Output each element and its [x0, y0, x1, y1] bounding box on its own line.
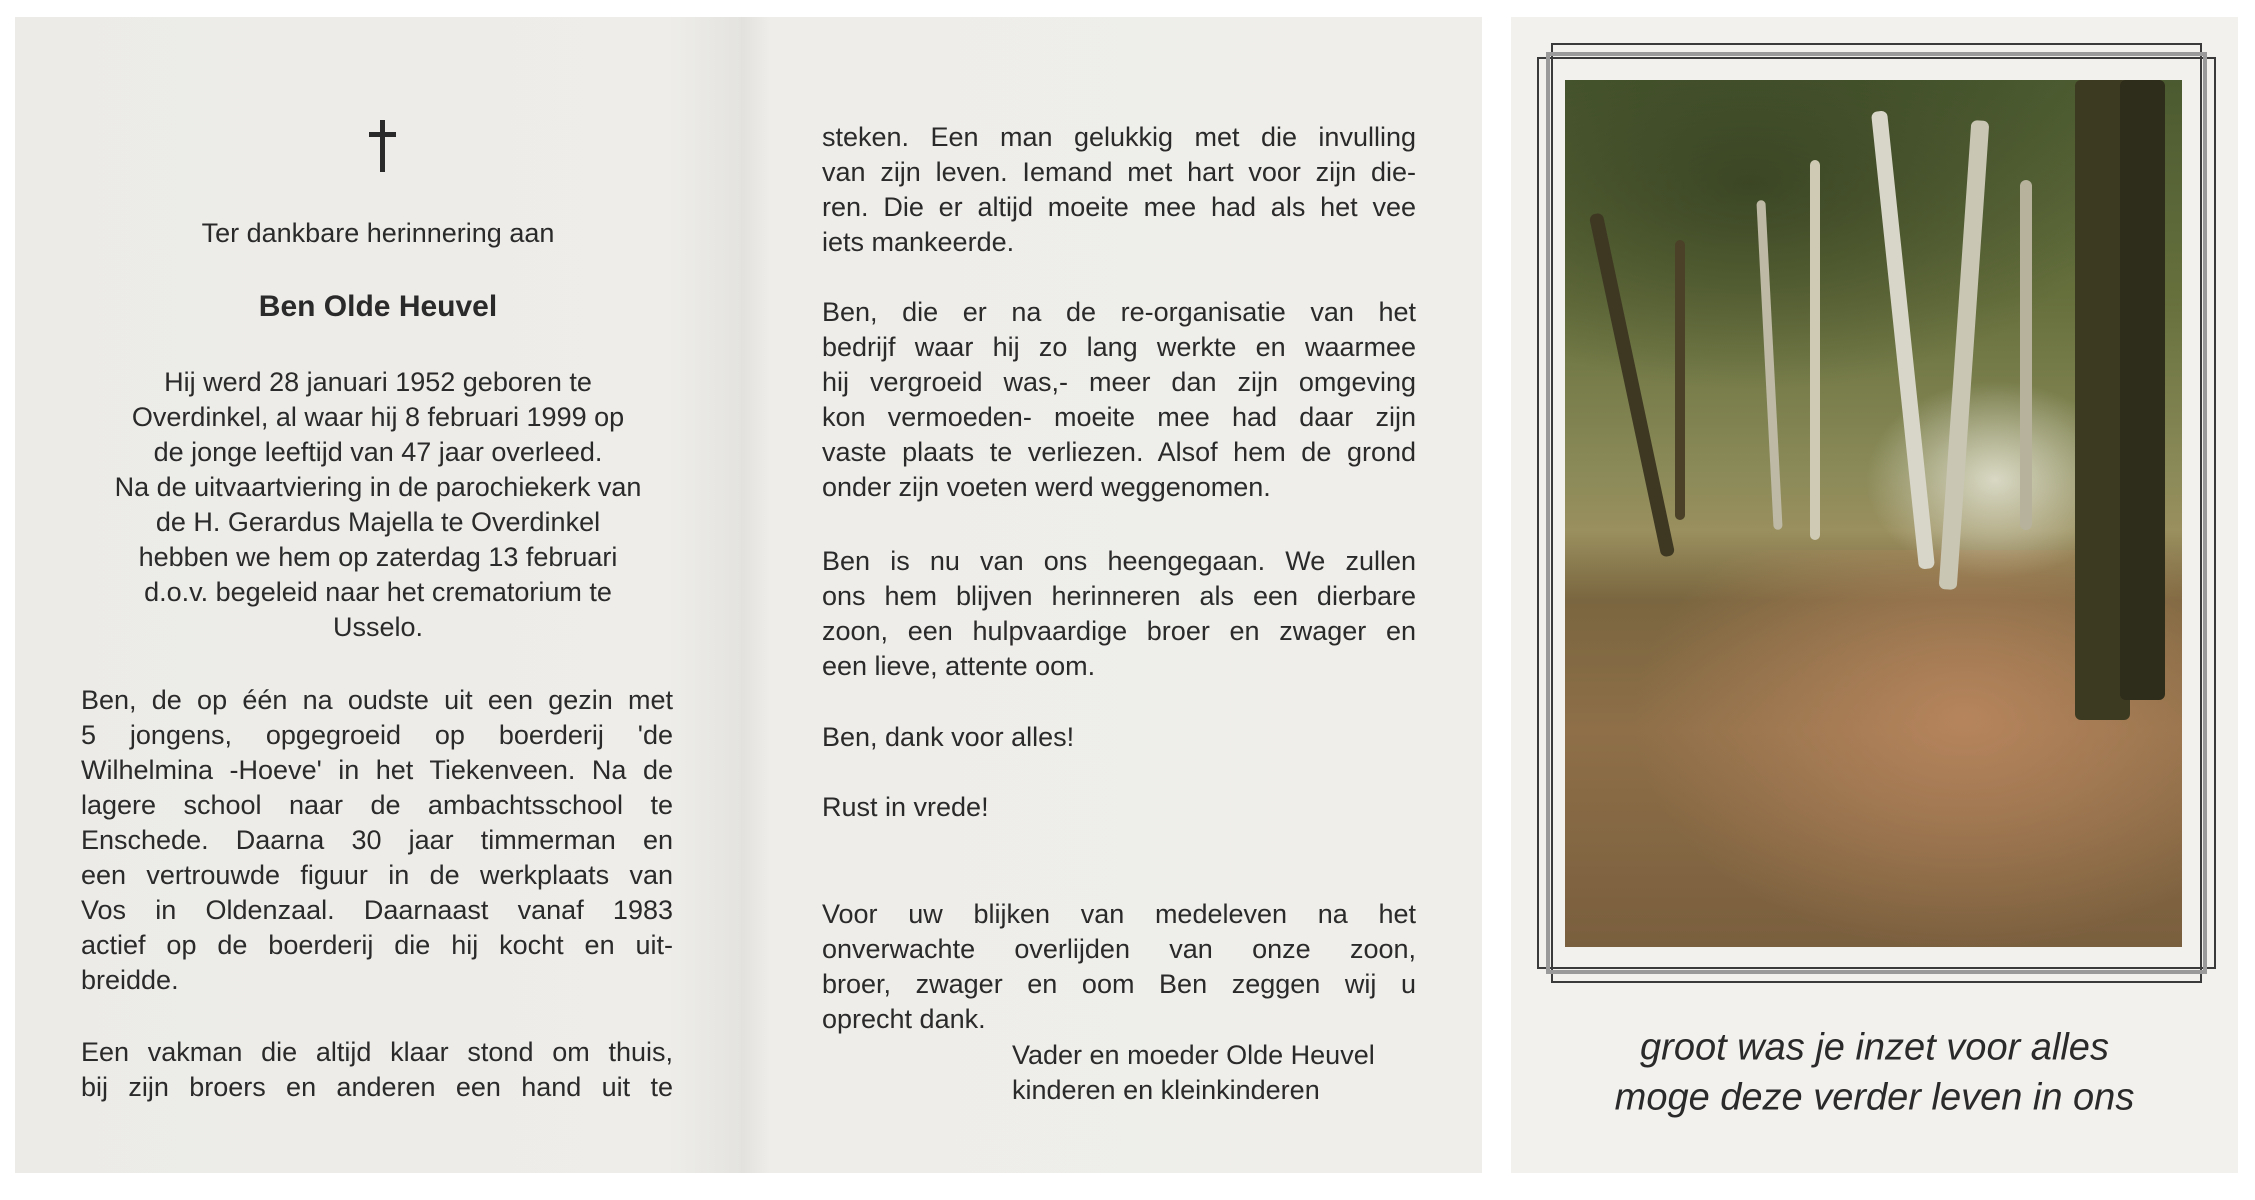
text-line: de jonge leeftijd van 47 jaar overleed.	[153, 437, 603, 467]
text-line: broer, zwager en oom Ben zeggen wij u	[822, 969, 1416, 999]
text-line: vaste plaats te verliezen. Alsof hem de grond	[822, 437, 1416, 467]
forest-photo	[1565, 80, 2182, 947]
tree-trunk	[1675, 240, 1685, 520]
text-line: onder zijn voeten werd weggenomen.	[822, 472, 1271, 502]
text-line: van zijn leven. Iemand met hart voor zijn die-	[822, 157, 1416, 187]
text-line: hebben we hem op zaterdag 13 februari	[138, 542, 618, 572]
text-line: Hij werd 28 januari 1952 geboren te	[164, 367, 592, 397]
text-line: ons hem blijven herinneren als een dierbare	[822, 581, 1416, 611]
tree-trunk	[2020, 180, 2032, 530]
text-line: steken. Een man gelukkig met die invulling	[822, 122, 1416, 152]
text-line: een lieve, attente oom.	[822, 651, 1096, 681]
text-line: een vertrouwde figuur in de werkplaats van	[81, 860, 673, 890]
text-line: Usselo.	[332, 612, 424, 642]
text-line: Na de uitvaartviering in de parochiekerk van	[114, 472, 642, 502]
text-line: bedrijf waar hij zo lang werkte en waarmee	[822, 332, 1416, 362]
thanks-text: Ben, dank voor alles!	[822, 722, 1075, 752]
text-line: Overdinkel, al waar hij 8 februari 1999 op	[131, 402, 625, 432]
text-line: de H. Gerardus Majella te Overdinkel	[155, 507, 601, 537]
text-line: Wilhelmina -Hoeve' in het Tiekenveen. Na de	[81, 755, 673, 785]
text-line: bij zijn broers en anderen een hand uit te	[81, 1072, 673, 1102]
text-line: actief op de boerderij die hij kocht en uit-	[81, 930, 673, 960]
tree-trunk	[1810, 160, 1820, 540]
text-line: onverwachte overlijden van onze zoon,	[822, 934, 1416, 964]
text-line: Ben, de op één na oudste uit een gezin met	[81, 685, 673, 715]
text-line: Enschede. Daarna 30 jaar timmerman en	[81, 825, 673, 855]
rest-in-peace-text: Rust in vrede!	[822, 792, 989, 822]
text-line: hij vergroeid was,- meer dan zijn omgeving	[822, 367, 1416, 397]
text-line: kon vermoeden- moeite mee had daar zijn	[822, 402, 1416, 432]
text-line: kinderen en kleinkinderen	[1012, 1075, 1320, 1105]
deceased-name: Ben Olde Heuvel	[258, 290, 498, 323]
caption-line: moge deze verder leven in ons	[1614, 1076, 2135, 1119]
cross-icon	[363, 120, 403, 172]
text-line: Een vakman die altijd klaar stond om thuis,	[81, 1037, 673, 1067]
text-line: breidde.	[81, 965, 179, 995]
text-line: 5 jongens, opgegroeid op boerderij 'de	[81, 720, 673, 750]
tree-trunk	[2120, 80, 2165, 700]
intro-text: Ter dankbare herinnering aan	[201, 218, 555, 248]
text-line: ren. Die er altijd moeite mee had als het vee	[822, 192, 1416, 222]
text-line: Vos in Oldenzaal. Daarnaast vanaf 1983	[81, 895, 673, 925]
text-line: iets mankeerde.	[822, 227, 1015, 257]
text-line: Ben, die er na de re-organisatie van het	[822, 297, 1416, 327]
caption-line: groot was je inzet voor alles	[1640, 1026, 2109, 1069]
text-line: lagere school naar de ambachtsschool te	[81, 790, 673, 820]
text-line: d.o.v. begeleid naar het crematorium te	[144, 577, 612, 607]
text-line: zoon, een hulpvaardige broer en zwager en	[822, 616, 1416, 646]
text-line: Vader en moeder Olde Heuvel	[1012, 1040, 1375, 1070]
text-line: Voor uw blijken van medeleven na het	[822, 899, 1416, 929]
text-line: oprecht dank.	[822, 1004, 986, 1034]
text-line: Ben is nu van ons heengegaan. We zullen	[822, 546, 1416, 576]
